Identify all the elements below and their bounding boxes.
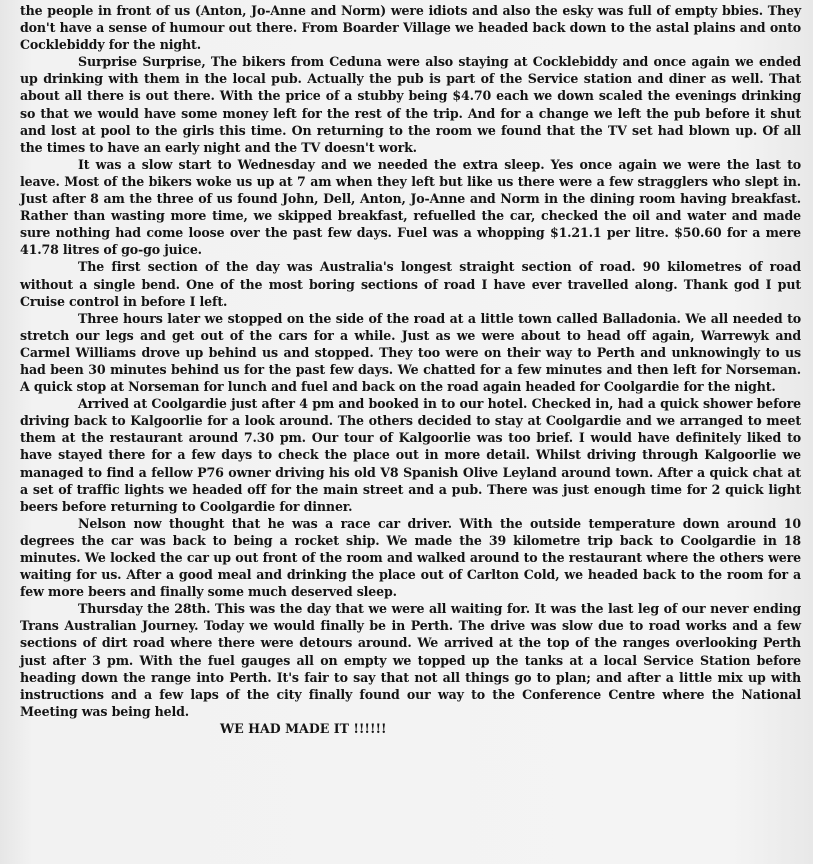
paragraph-6: Arrived at Coolgardie just after 4 pm and booked in to our hotel. Checked in, had a quick shower before driving back to Kalgoorlie for a look around. The others decided to stay at Coolgardie and we arranged to meet them at the restaurant around 7.30 pm. Our tour of Kalgoorlie was too brief. I would have definitely liked to have stayed there for a few days to check the place out in more detail. Whilst driving through Kalgoorlie we managed to find a fellow P76 owner driving his old V8 Spanish Olive Leyland around town. After a quick chat at a set of traffic lights we headed off for the main street and a pub. There was just enough time for 2 quick light beers before returning to Coolgardie for dinner. xyxy=(20,396,801,514)
paragraph-2: Surprise Surprise, The bikers from Ceduna were also staying at Cocklebiddy and once again we ended up drinking with them in the local pub. Actually the pub is part of the Service station and diner as well. That about all there is out there. With the price of a stubby being $4.70 each we down scaled the evenings drinking so that we would have some money left for the rest of the trip. And for a change we left the pub before it shut and lost at pool to the girls this time. On returning to the room we found that the TV set had blown up. Of all the times to have an early night and the TV doesn't work. xyxy=(20,54,801,155)
paragraph-3: It was a slow start to Wednesday and we needed the extra sleep. Yes once again we were the last to leave. Most of the bikers woke us up at 7 am when they left but like us there were a few stragglers who slept in. Just after 8 am the three of us found John, Dell, Anton, Jo-Anne and Norm in the dining room having breakfast. Rather than wasting more time, we skipped breakfast, refuelled the car, checked the oil and water and made sure nothing had come loose over the past few days. Fuel was a whopping $1.21.1 per litre. $50.60 for a mere 41.78 litres of go-go juice. xyxy=(20,156,801,258)
paragraph-5: Three hours later we stopped on the side of the road at a little town called Balladonia. We all needed to stretch our legs and get out of the cars for a while. Just as we were about to head off again, Warrewyk and Carmel Williams drove up behind us and stopped. They too were on their way to Perth and unknowingly to us had been 30 minutes behind us for the past few days. We chatted for a few minutes and then left for Norseman. A quick stop at Norseman for lunch and fuel and back on the road again headed for Coolgardie for the night. xyxy=(20,310,801,395)
paragraph-4: The first section of the day was Australia's longest straight section of road. 90 kilometres of road without a single bend. One of the most boring sections of road I have ever travelled along. Thank god I put Cruise control in before I left. xyxy=(20,259,801,309)
paragraph-1: the people in front of us (Anton, Jo-Anne and Norm) were idiots and also the esky was full of empty bbies. They don't have a sense of humour out there. From Boarder Village we headed back down to the astal plains and onto Cocklebiddy for the night. xyxy=(20,3,801,53)
body-text xyxy=(20,2,801,720)
closing-line: WE HAD MADE IT !!!!!! xyxy=(220,720,387,736)
paragraph-7: Nelson now thought that he was a race car driver. With the outside temperature down around 10 degrees the car was back to being a rocket ship. We made the 39 kilometre trip back to Coolgardie in 18 minutes. We locked the car up out front of the room and walked around to the restaurant where the others were waiting for us. After a good meal and drinking the place out of Carlton Cold, we headed back to the room for a few more beers and finally some much deserved sleep. xyxy=(20,515,801,600)
paragraph-8: Thursday the 28th. This was the day that we were all waiting for. It was the last leg of our never ending Trans Australian Journey. Today we would finally be in Perth. The drive was slow due to road works and a few sections of dirt road where there were detours around. We arrived at the top of the ranges overlooking Perth just after 3 pm. With the fuel gauges all on empty we topped up the tanks at a local Service Station before heading down the range into Perth. It's fair to say that not all things go to plan; and after a little mix up with instructions and a few laps of the city finally found our way to the Conference Centre where the National Meeting was being held. xyxy=(20,601,801,719)
